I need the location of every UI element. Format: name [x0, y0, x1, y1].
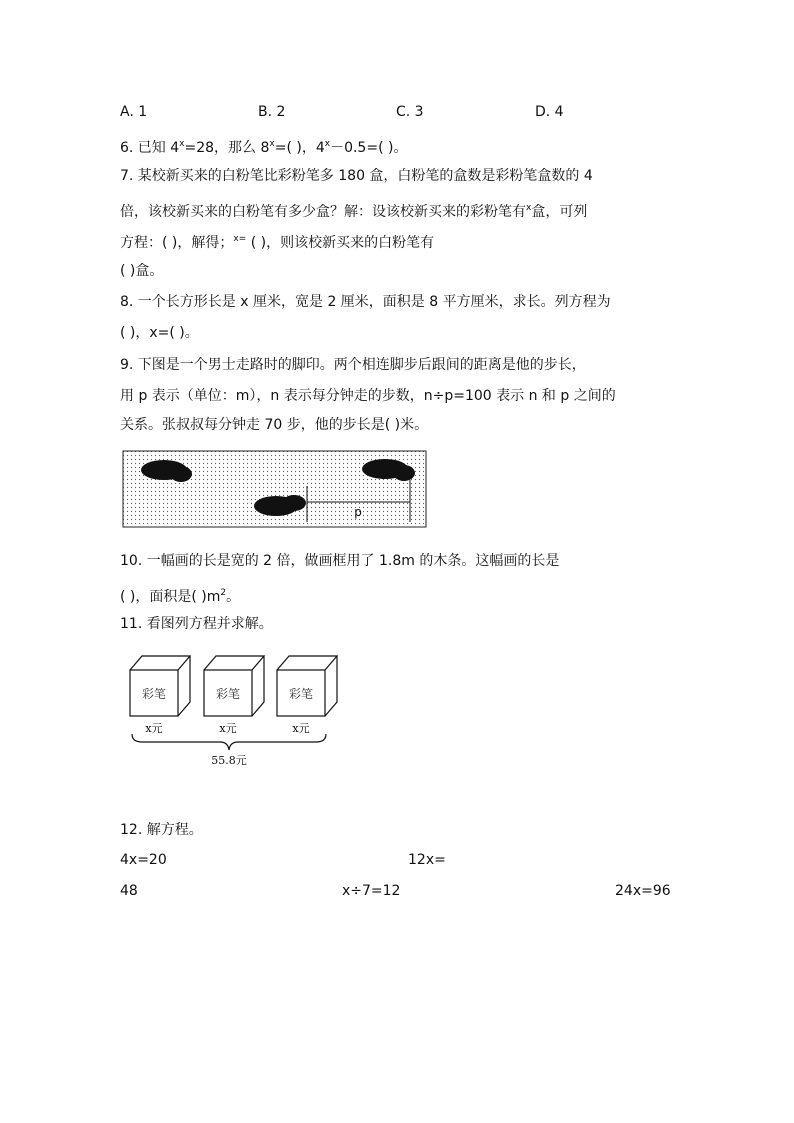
q6-text-3: =( )，4 — [274, 140, 325, 156]
q6-text-2: =28，那么 8 — [184, 140, 270, 156]
q6-text-4: －0.5=( )。 — [330, 140, 408, 156]
q7-text-a: 倍，该校新买来的白粉笔有多少盒？解：设该校新买来的彩粉笔有 — [120, 204, 526, 220]
question-6 — [120, 134, 407, 158]
footprint-diagram — [122, 450, 428, 530]
crayon-boxes-diagram — [120, 648, 350, 772]
box-label-1: 彩笔 — [141, 687, 167, 701]
step-length-label: p — [354, 505, 362, 519]
question-12-title: 12. 解方程。 — [120, 822, 203, 838]
q7-var-x-eq: x= — [233, 234, 247, 244]
question-10-line-1: 10. 一幅画的长是宽的 2 倍，做画框用了 1.8m 的木条。这幅画的长是 — [120, 553, 560, 569]
question-9-line-2: 用 p 表示（单位：m），n 表示每分钟走的步数，n÷p=100 表示 n 和 p 之间的 — [120, 388, 616, 404]
crayon-box-1 — [130, 656, 190, 716]
q6-exp-3: x — [324, 139, 331, 149]
question-10-line-2 — [120, 583, 240, 607]
q6-exp-1: x — [179, 139, 185, 149]
crayon-box-2 — [204, 656, 264, 716]
q6-text-1: 6. 已知 4 — [120, 140, 180, 156]
crayon-boxes-figure — [120, 648, 350, 772]
question-7-line-1: 7. 某校新买来的白粉笔比彩粉笔多 180 盒，白粉笔的盒数是彩粉笔盒数的 4 — [120, 168, 593, 184]
q7-text-b: 盒，可列 — [531, 204, 588, 220]
q7-text-d: ( )，则该校新买来的白粉笔有 — [246, 235, 435, 251]
equation-1: 4x=20 — [120, 852, 167, 868]
equation-2-continued: 48 — [120, 883, 138, 899]
q10-squared: 2 — [220, 588, 227, 598]
equation-3: x÷7=12 — [342, 883, 401, 899]
q7-text-c: 方程：( )，解得； — [120, 235, 234, 251]
total-price-label: 55.8元 — [211, 754, 247, 767]
total-brace — [132, 734, 326, 750]
question-7-line-2 — [120, 198, 587, 222]
question-7-line-4: ( )盒。 — [120, 263, 164, 279]
price-label-2: x元 — [219, 722, 237, 735]
question-9-line-3: 关系。张叔叔每分钟走 70 步，他的步长是( )米。 — [120, 417, 429, 433]
q10-end: 。 — [226, 589, 241, 605]
question-8-line-1: 8. 一个长方形长是 x 厘米，宽是 2 厘米，面积是 8 平方厘米，求长。列方程为 — [120, 294, 611, 310]
equation-2: 12x= — [408, 852, 446, 868]
crayon-box-3 — [277, 656, 337, 716]
question-8-line-2: ( )，x=( )。 — [120, 325, 199, 341]
question-9-line-1: 9. 下图是一个男士走路时的脚印。两个相连脚步后跟间的距离是他的步长， — [120, 357, 586, 373]
box-label-3: 彩笔 — [288, 687, 314, 701]
box-label-2: 彩笔 — [215, 687, 241, 701]
price-label-1: x元 — [145, 722, 163, 735]
q10-text: ( )，面积是( )m — [120, 589, 221, 605]
footprint-figure — [122, 450, 428, 530]
option-d: D. 4 — [535, 104, 564, 120]
price-label-3: x元 — [292, 722, 310, 735]
q6-exp-2: x — [269, 139, 275, 149]
option-b: B. 2 — [258, 104, 286, 120]
q7-var-x: x — [526, 203, 532, 213]
question-7-line-3 — [120, 229, 434, 253]
option-a: A. 1 — [120, 104, 148, 120]
option-c: C. 3 — [396, 104, 424, 120]
equation-4: 24x=96 — [615, 883, 671, 899]
question-11-title: 11. 看图列方程并求解。 — [120, 616, 273, 632]
